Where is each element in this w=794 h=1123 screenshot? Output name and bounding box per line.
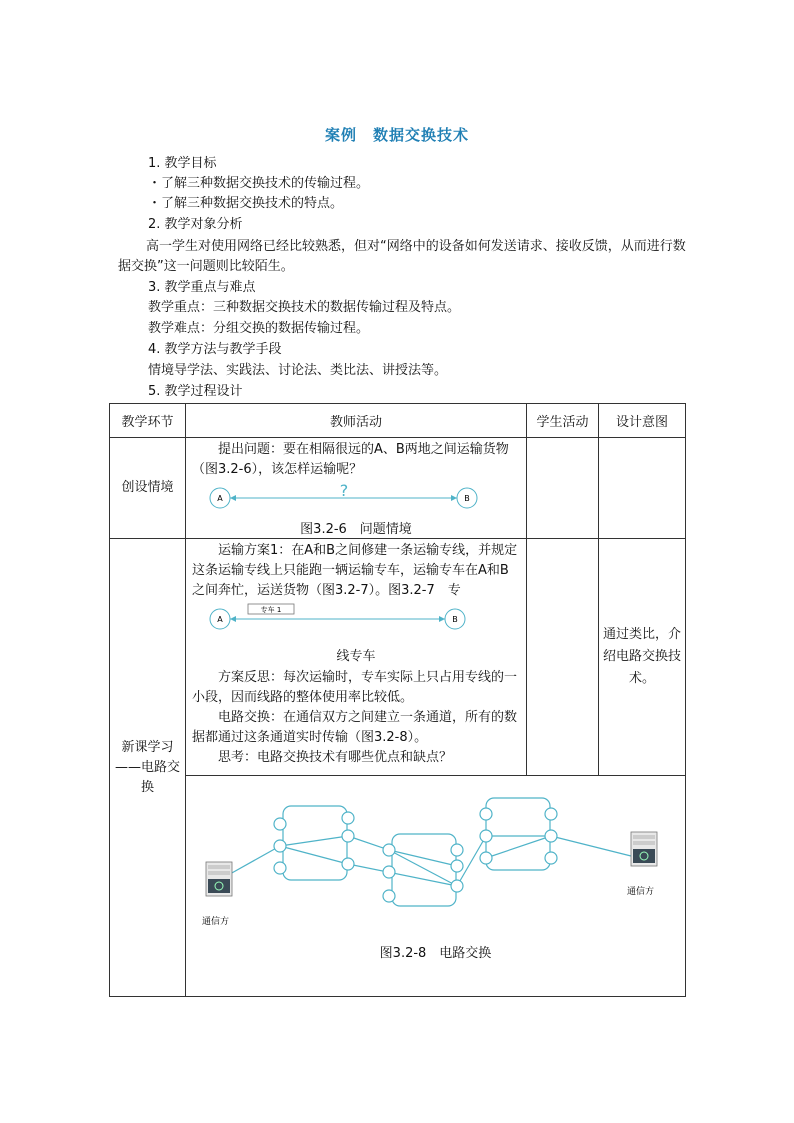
- section-heading-focus: 3. 教学重点与难点: [148, 280, 256, 295]
- section-heading-methods: 4. 教学方法与教学手段: [148, 342, 282, 357]
- lesson-table: [109, 403, 686, 997]
- node-b-label: B: [464, 494, 470, 503]
- activity-cell: [186, 438, 527, 539]
- computer-icon: [206, 862, 232, 896]
- dedicated-line-figure: [186, 601, 525, 635]
- student-cell: [527, 438, 599, 539]
- table-row: [110, 776, 686, 997]
- section-heading-audience: 2. 教学对象分析: [148, 217, 243, 232]
- table-row: [110, 438, 686, 539]
- figure-caption: 线专车: [336, 649, 376, 664]
- table-header-row: [110, 404, 686, 438]
- page-title: 案例 数据交换技术: [324, 126, 469, 144]
- header-cell: 学生活动: [527, 404, 599, 438]
- methods-text: 情境导学法、实践法、讨论法、类比法、讲授法等。: [148, 363, 448, 378]
- endpoint-label-left: 通信方: [202, 917, 230, 927]
- table-row: [110, 539, 686, 776]
- key-point: 教学重点：三种数据交换技术的数据传输过程及特点。: [148, 300, 461, 315]
- stage-cell: 创设情境: [110, 438, 186, 539]
- intent-cell: [599, 438, 686, 539]
- node-a-label: A: [217, 615, 223, 624]
- intent-cell: 通过类比，介绍电路交换技术。: [599, 539, 686, 776]
- student-cell: [527, 539, 599, 776]
- activity-text: 方案反思：每次运输时，专车实际上只占用专线的一小段，因而线路的整体使用率比较低。: [192, 670, 518, 705]
- figure-caption: 图3.2-6 问题情境: [300, 522, 412, 537]
- header-cell: 设计意图: [599, 404, 686, 438]
- circuit-switching-diagram: [186, 776, 684, 946]
- node-b-label: B: [452, 615, 458, 624]
- figure-caption: 图3.2-8 电路交换: [379, 946, 492, 961]
- activity-text: 运输方案1：在A和B之间修建一条运输专线，并规定这条运输专线上只能跑一辆运输专车，运输专车在A和B之间奔忙，运送货物（图3.2-7）。图3.2-7 专: [192, 543, 518, 598]
- activity-text: 电路交换：在通信双方之间建立一条通道，所有的数据都通过这条通道实时传输（图3.2-8）。: [192, 710, 518, 745]
- endpoint-label-right: 通信方: [627, 887, 655, 897]
- problem-figure: [186, 480, 525, 514]
- audience-paragraph: 高一学生对使用网络已经比较熟悉，但对“网络中的设备如何发送请求、接收反馈，从而进行数据交换”这一问题则比较陌生。: [118, 239, 686, 274]
- question-mark-icon: ?: [339, 481, 349, 500]
- section-heading-goals: 1. 教学目标: [148, 156, 217, 171]
- stage-cell: 新课学习——电路交换: [110, 539, 186, 997]
- header-cell: 教师活动: [186, 404, 527, 438]
- goal-item: ・了解三种数据交换技术的特点。: [148, 196, 344, 211]
- activity-cell: [186, 539, 527, 776]
- computer-icon: [631, 832, 657, 866]
- car-label: 专车 1: [260, 606, 282, 614]
- node-a-label: A: [217, 494, 223, 503]
- difficult-point: 教学难点：分组交换的数据传输过程。: [148, 321, 370, 336]
- header-cell: 教学环节: [110, 404, 186, 438]
- activity-text: 思考：电路交换技术有哪些优点和缺点？: [218, 750, 453, 765]
- activity-text: 提出问题：要在相隔很远的A、B两地之间运输货物（图3.2-6），该怎样运输呢？: [192, 442, 509, 477]
- goal-item: ・了解三种数据交换技术的传输过程。: [148, 176, 370, 191]
- circuit-figure-cell: [186, 776, 686, 997]
- section-heading-process: 5. 教学过程设计: [148, 384, 243, 399]
